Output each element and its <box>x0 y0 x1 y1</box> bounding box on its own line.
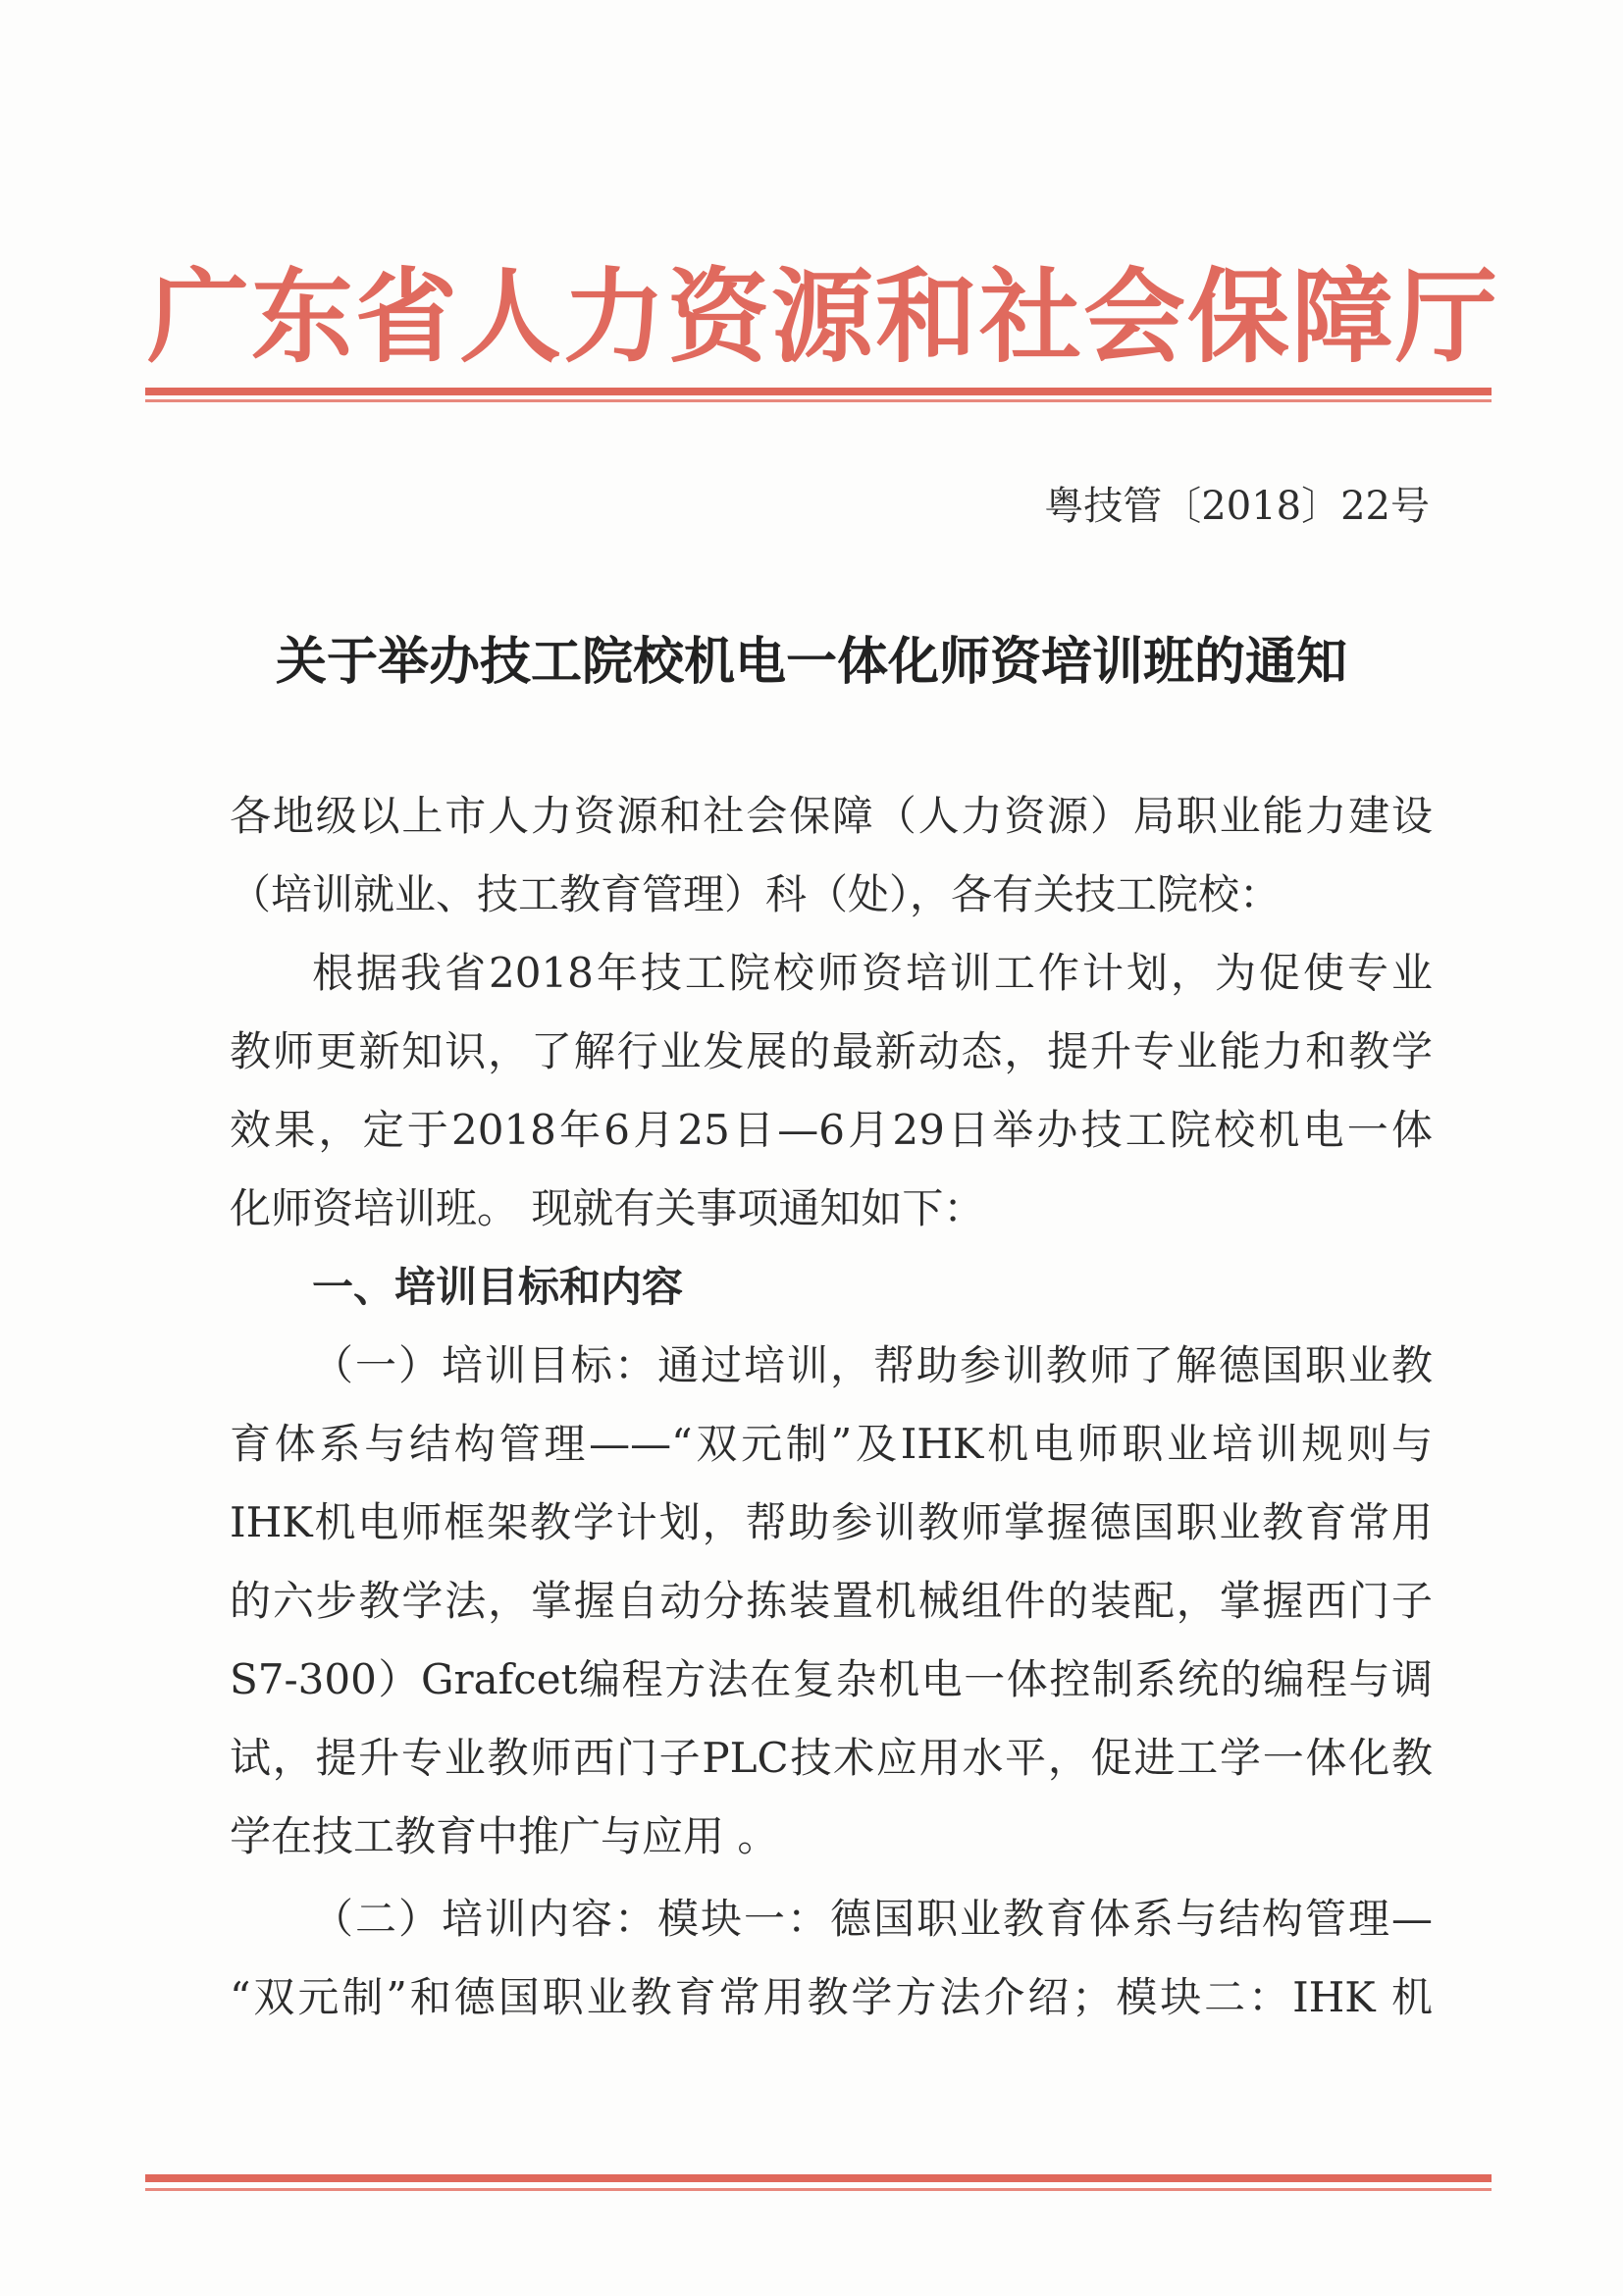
body-line-content-1: （二）培训内容：模块一：德国职业教育体系与结构管理— <box>312 1895 1433 1943</box>
section-heading-1: 一、培训目标和内容 <box>312 1263 684 1311</box>
body-line-content-2: “双元制”和德国职业教育常用教学方法介绍；模块二：IHK 机 <box>230 1973 1433 2021</box>
footer-red-rule <box>145 2174 1492 2182</box>
body-line-goal-7: 学在技工教育中推广与应用 。 <box>230 1812 779 1860</box>
body-line-goal-5: S7-300）Grafcet编程方法在复杂机电一体控制系统的编程与调 <box>230 1655 1433 1703</box>
body-line-goal-4: 的六步教学法，掌握自动分拣装置机械组件的装配，掌握西门子 <box>230 1577 1433 1625</box>
footer-red-rule-thin <box>145 2188 1492 2191</box>
body-line-intro-2: 教师更新知识，了解行业发展的最新动态，提升专业能力和教学 <box>230 1027 1433 1075</box>
body-line-goal-1: （一）培训目标：通过培训，帮助参训教师了解德国职业教 <box>312 1341 1433 1389</box>
body-line-intro-3: 效果，定于2018年6月25日—6月29日举办技工院校机电一体 <box>230 1106 1433 1154</box>
notice-body <box>230 777 1433 2037</box>
body-line-intro-4: 化师资培训班。 现就有关事项通知如下： <box>230 1184 985 1232</box>
header-red-rule <box>145 388 1492 395</box>
issuing-organization-header: 广东省人力资源和社会保障厅 <box>147 256 1500 377</box>
body-line-goal-3: IHK机电师框架教学计划，帮助参训教师掌握德国职业教育常用 <box>230 1498 1433 1546</box>
body-line-intro-1: 根据我省2018年技工院校师资培训工作计划，为促使专业 <box>312 949 1433 997</box>
body-line-goal-6: 试，提升专业教师西门子PLC技术应用水平，促进工学一体化教 <box>230 1734 1433 1782</box>
notice-title: 关于举办技工院校机电一体化师资培训班的通知 <box>275 633 1347 692</box>
body-line-recipients-1: 各地级以上市人力资源和社会保障（人力资源）局职业能力建设 <box>230 792 1433 840</box>
body-line-recipients-2: （培训就业、技工教育管理）科（处），各有关技工院校： <box>230 870 1282 918</box>
header-red-rule-thin <box>145 399 1492 402</box>
body-line-goal-2: 育体系与结构管理——“双元制”及IHK机电师职业培训规则与 <box>230 1420 1433 1468</box>
document-number: 粤技管〔2018〕22号 <box>1044 484 1430 529</box>
